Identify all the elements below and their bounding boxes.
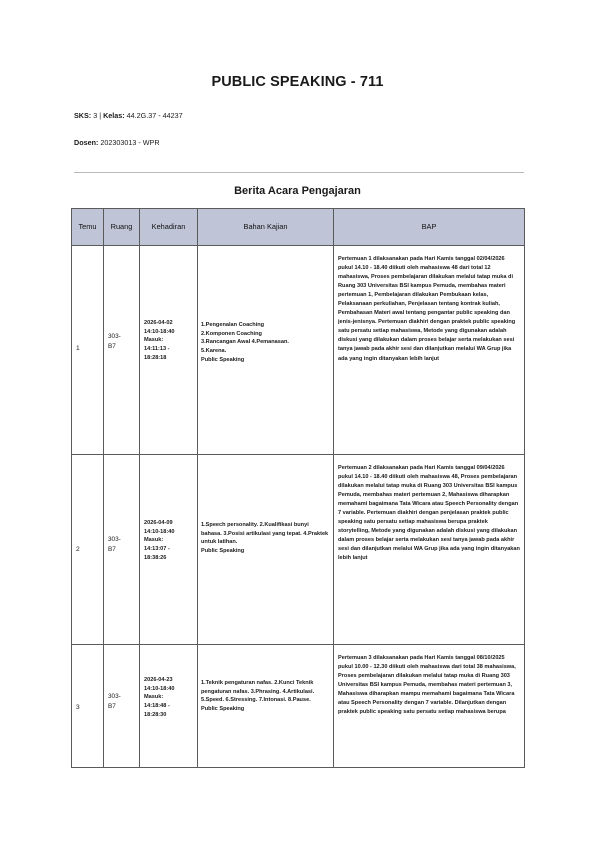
ruang-value: 303- B7	[108, 536, 121, 553]
ruang-value: 303- B7	[108, 693, 121, 710]
bap-table	[71, 208, 525, 768]
bap-text: Pertemuan 3 dilaksanakan pada Hari Kamis tanggal 08/10/2025 pukul 10.00 - 12.30 diikuti oleh mahasiswa dari total 38 mahasiswa, Proses pembelajaran dilakukan melalui tatap muka di Ruang 303 Universitas BSI kampus Pemuda, membahas materi pertemuan 3, Mahasiswa diharapkan mampu memahami bagaimana Tata Wicara atau Speech Personality dengan 7 variable. Dilanjutkan dengan praktek public speaking satu persatu setiap mahasiswa berupa	[338, 655, 516, 716]
bahan-kajian-value: 1.Speech personality. 2.Kualifikasi bunyi bahasa. 3.Posisi artikulasi yang tepat. 4.Praktek untuk latihan. Public Speaking	[201, 522, 329, 554]
kehadiran-value: 2026-04-23 14:10-18:40 Masuk: 14:18:48 - 18:28:30	[144, 677, 175, 718]
dosen-label: Dosen:	[74, 138, 99, 147]
temu-number: 1	[76, 345, 80, 352]
sks-value: 3	[93, 111, 98, 120]
bap-text: Pertemuan 2 dilaksanakan pada Hari Kamis tanggal 09/04/2026 pukul 14.10 - 18.40 diikuti oleh mahasiswa 48, Proses pembelajaran dilakukan melalui tatap muka di Ruang 303 Universitas BSI kampus Pemuda, membahas materi pertemuan 2, Mahasiswa diharapkan memahami bagaimana Tata Wicara atau Speech Personality dengan 7 variable. Pertemuan diakhiri dengan penjelasan praktek public speaking satu persatu setiap mahasiswa berupa praktek storytelling, Metode yang digunakan adalah diskusi yang dilakukan dalam proses belajar serta melakukan sesi tanya jawab pada akhir sesi dan dilanjutkan melalui WA Grup jika ada yang ingin ditanyakan lebih lanjut	[338, 465, 520, 562]
course-title: PUBLIC SPEAKING - 711	[211, 74, 384, 90]
header-ruang: Ruang	[104, 209, 140, 246]
temu-number: 3	[76, 704, 80, 711]
table-row	[72, 455, 525, 645]
header-temu: Temu	[72, 209, 104, 246]
meta-separator: |	[99, 111, 102, 120]
header-kehadiran: Kehadiran	[140, 209, 198, 246]
header-bap: BAP	[334, 209, 525, 246]
dosen-value: 202303013 - WPR	[100, 138, 160, 147]
bahan-kajian-value: 1.Teknik pengaturan nafas. 2.Kunci Teknik pengaturan nafas. 3.Phrasing. 4.Artikulasi. 5.Speed. 6.Stressing. 7.Intonasi. 8.Pause. Public Speaking	[201, 680, 315, 712]
section-title: Berita Acara Pengajaran	[234, 185, 361, 197]
kehadiran-value: 2026-04-02 14:10-18:40 Masuk: 14:11:13 - 18:28:18	[144, 320, 175, 361]
sks-label: SKS:	[74, 111, 92, 120]
table-row	[72, 246, 525, 455]
bahan-kajian-value: 1.Pengenalan Coaching 2.Komponen Coaching 3.Rancangan Awal 4.Pemanasan. 5.Karena. Public Speaking	[201, 322, 289, 363]
table-row	[72, 645, 525, 768]
bap-text: Pertemuan 1 dilaksanakan pada Hari Kamis tanggal 02/04/2026 pukul 14.10 - 18.40 diikuti oleh mahasiswa 48 dari total 12 mahasiswa, Proses pembelajaran dilakukan melalui tatap muka di Ruang 303 Universitas BSI kampus Pemuda, membahas materi pertemuan 1, Pembelajaran dilakukan Pembukaan kelas, Pelaksanaan perkuliahan, Penjelasan tentang kontrak kuliah, Pembahasan Materi awal tentang pengantar public speaking dan jenis-jenisnya. Pertemuan diakhiri dengan praktek public speaking satu persatu setiap mahasiswa, Metode yang digunakan adalah diskusi yang dilakukan dalam proses belajar serta melakukan sesi tanya jawab pada akhir sesi dan dilanjutkan melalui WA Grup jika ada yang ingin ditanyakan lebih lanjut	[338, 256, 516, 362]
course-meta-line	[74, 111, 183, 120]
divider	[74, 172, 524, 173]
ruang-value: 303- B7	[108, 333, 121, 350]
table-header-row	[72, 209, 525, 246]
header-bahan-kajian: Bahan Kajian	[198, 209, 334, 246]
dosen-line	[74, 138, 160, 147]
kelas-label: Kelas:	[103, 111, 125, 120]
kehadiran-value: 2026-04-09 14:10-18:40 Masuk: 14:13:07 - 18:38:26	[144, 520, 175, 561]
temu-number: 2	[76, 546, 80, 553]
kelas-value: 44.2G.37 - 44237	[126, 111, 183, 120]
